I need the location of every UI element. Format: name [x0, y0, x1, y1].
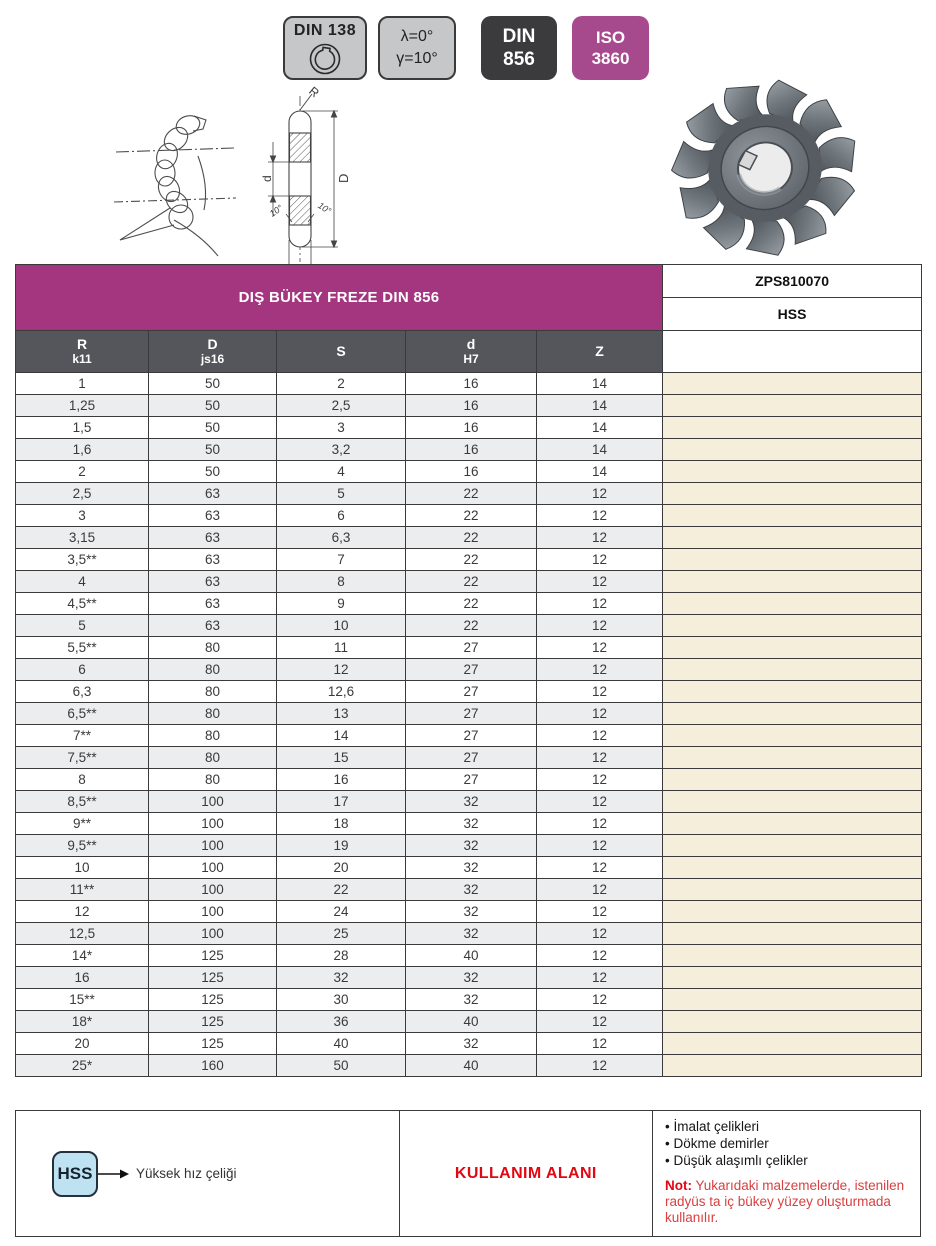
dimension-cell: 28 — [277, 945, 406, 967]
dimension-cell: 12 — [537, 571, 663, 593]
price-cell — [663, 879, 922, 901]
dimension-cell: 6 — [277, 505, 406, 527]
dimension-cell: 32 — [406, 989, 537, 1011]
note-label: Not: — [665, 1178, 692, 1193]
dim-label-d: d — [260, 175, 274, 182]
dimension-cell: 27 — [406, 747, 537, 769]
dimension-cell: 11** — [16, 879, 149, 901]
dimension-cell: 63 — [149, 615, 277, 637]
dimension-cell: 50 — [149, 417, 277, 439]
dimension-cell: 12 — [537, 659, 663, 681]
table-row — [16, 461, 922, 483]
badge-angles — [378, 16, 456, 80]
dimension-cell: 12 — [537, 681, 663, 703]
dimension-cell: 22 — [406, 615, 537, 637]
dimension-cell: 125 — [149, 1011, 277, 1033]
table-title: DIŞ BÜKEY FREZE DIN 856 — [16, 265, 663, 331]
hss-badge: HSS — [52, 1151, 98, 1197]
cutter-tooth — [817, 136, 858, 175]
table-row — [16, 637, 922, 659]
dimension-cell: 20 — [277, 857, 406, 879]
cutter-tooth — [746, 219, 785, 256]
col-header-S-main: S — [336, 342, 346, 359]
badge-din856 — [481, 16, 557, 80]
dimension-cell: 12 — [537, 967, 663, 989]
price-cell — [663, 505, 922, 527]
dimension-cell: 16 — [406, 439, 537, 461]
dimension-cell: 12 — [537, 901, 663, 923]
dimension-cell: 2,5 — [16, 483, 149, 505]
dimension-cell: 1,25 — [16, 395, 149, 417]
lambda-angle-label: λ=0° — [400, 28, 434, 46]
dimension-cell: 10 — [16, 857, 149, 879]
price-cell — [663, 703, 922, 725]
dim-label-D: D — [336, 173, 351, 183]
price-cell — [663, 681, 922, 703]
badge-din138 — [283, 16, 367, 80]
dimension-cell: 12 — [537, 615, 663, 637]
dimension-cell: 3,15 — [16, 527, 149, 549]
col-header-D — [149, 331, 277, 373]
dimension-cell: 100 — [149, 791, 277, 813]
dimension-cell: 16 — [406, 461, 537, 483]
dimension-cell: 12 — [537, 747, 663, 769]
dimension-cell: 14 — [537, 373, 663, 395]
dimension-cell: 1,5 — [16, 417, 149, 439]
dimension-cell: 4 — [16, 571, 149, 593]
badge-iso-line1: ISO — [595, 27, 626, 47]
dimension-cell: 12 — [537, 637, 663, 659]
price-cell — [663, 857, 922, 879]
dimension-cell: 12 — [277, 659, 406, 681]
table-row — [16, 967, 922, 989]
table-row — [16, 945, 922, 967]
price-cell — [663, 527, 922, 549]
dimension-cell: 32 — [277, 967, 406, 989]
table-row — [16, 681, 922, 703]
usage-title: KULLANIM ALANI — [454, 1164, 597, 1182]
price-cell — [663, 989, 922, 1011]
col-header-d-sub: H7 — [463, 351, 479, 366]
table-row — [16, 703, 922, 725]
dimension-cell: 22 — [406, 571, 537, 593]
price-cell — [663, 725, 922, 747]
product-photo — [645, 72, 885, 264]
price-cell — [663, 967, 922, 989]
price-cell — [663, 461, 922, 483]
dimension-cell: 12,6 — [277, 681, 406, 703]
profile-sketch — [108, 98, 243, 260]
dimension-cell: 32 — [406, 901, 537, 923]
dimension-cell: 4 — [277, 461, 406, 483]
dimension-cell: 100 — [149, 879, 277, 901]
table-row — [16, 549, 922, 571]
price-cell — [663, 395, 922, 417]
col-header-D-sub: js16 — [200, 351, 225, 366]
dimension-cell: 12 — [537, 989, 663, 1011]
cutter-tooth — [671, 140, 715, 181]
dimension-cell: 18* — [16, 1011, 149, 1033]
price-cell — [663, 593, 922, 615]
dimension-cell: 50 — [277, 1055, 406, 1077]
dimension-cell: 24 — [277, 901, 406, 923]
table-row — [16, 1033, 922, 1055]
dimension-cell: 25* — [16, 1055, 149, 1077]
col-header-R-sub: k11 — [72, 351, 92, 366]
dimension-cell: 9,5** — [16, 835, 149, 857]
dimension-cell: 15 — [277, 747, 406, 769]
table-body — [16, 373, 922, 1077]
dimension-cell: 100 — [149, 901, 277, 923]
table-row — [16, 901, 922, 923]
dimension-cell: 80 — [149, 725, 277, 747]
dimension-cell: 32 — [406, 813, 537, 835]
dimension-cell: 6,3 — [16, 681, 149, 703]
dimension-cell: 14* — [16, 945, 149, 967]
dimension-cell: 27 — [406, 659, 537, 681]
arrow-right-icon — [98, 1168, 130, 1180]
dimension-cell: 12 — [537, 813, 663, 835]
dimension-cell: 11 — [277, 637, 406, 659]
price-cell — [663, 945, 922, 967]
dimension-cell: 9** — [16, 813, 149, 835]
dimension-cell: 80 — [149, 681, 277, 703]
dimension-cell: 22 — [406, 505, 537, 527]
dimension-cell: 16 — [406, 417, 537, 439]
badge-iso3860 — [572, 16, 649, 80]
table-row — [16, 593, 922, 615]
price-cell — [663, 835, 922, 857]
material-item: • İmalat çelikleri — [665, 1118, 910, 1135]
dimension-cell: 32 — [406, 791, 537, 813]
dimension-cell: 50 — [149, 395, 277, 417]
table-row — [16, 879, 922, 901]
dimension-cell: 5,5** — [16, 637, 149, 659]
dimension-cell: 12 — [537, 593, 663, 615]
table-row — [16, 747, 922, 769]
dimension-cell: 27 — [406, 637, 537, 659]
dimension-cell: 14 — [277, 725, 406, 747]
price-cell — [663, 417, 922, 439]
dimension-cell: 8,5** — [16, 791, 149, 813]
dimension-cell: 40 — [406, 1011, 537, 1033]
dimension-cell: 16 — [406, 373, 537, 395]
dimension-cell: 12 — [16, 901, 149, 923]
product-code: ZPS810070 — [663, 265, 922, 298]
dimension-cell: 12 — [537, 945, 663, 967]
dimension-cell: 25 — [277, 923, 406, 945]
price-cell — [663, 923, 922, 945]
table-row — [16, 923, 922, 945]
dimension-cell: 80 — [149, 747, 277, 769]
table-row — [16, 1055, 922, 1077]
badge-din856-line2: 856 — [503, 48, 535, 70]
dimension-cell: 2 — [16, 461, 149, 483]
price-cell — [663, 615, 922, 637]
dimension-cell: 22 — [406, 549, 537, 571]
dimension-cell: 3,2 — [277, 439, 406, 461]
dimension-cell: 27 — [406, 725, 537, 747]
dimension-cell: 5 — [16, 615, 149, 637]
hss-legend — [16, 1111, 400, 1236]
dimension-cell: 10 — [277, 615, 406, 637]
dimension-cell: 63 — [149, 527, 277, 549]
dimension-cell: 12 — [537, 923, 663, 945]
cross-section-drawing — [240, 80, 366, 276]
table-row — [16, 615, 922, 637]
dimension-cell: 3 — [277, 417, 406, 439]
dimension-cell: 1,6 — [16, 439, 149, 461]
table-row — [16, 417, 922, 439]
table-row — [16, 813, 922, 835]
price-cell — [663, 549, 922, 571]
dimension-cell: 27 — [406, 681, 537, 703]
dimension-cell: 3,5** — [16, 549, 149, 571]
dim-label-angle-right: 10° — [316, 200, 333, 217]
materials-cell — [653, 1111, 920, 1236]
dimension-cell: 63 — [149, 571, 277, 593]
dimension-cell: 8 — [277, 571, 406, 593]
dimension-cell: 12 — [537, 725, 663, 747]
price-cell — [663, 791, 922, 813]
dimension-cell: 125 — [149, 967, 277, 989]
dimension-cell: 2,5 — [277, 395, 406, 417]
dimension-cell: 5 — [277, 483, 406, 505]
dimension-cell: 7,5** — [16, 747, 149, 769]
dimension-cell: 12 — [537, 791, 663, 813]
dimension-cell: 22 — [406, 593, 537, 615]
table-row — [16, 505, 922, 527]
dimension-cell: 63 — [149, 483, 277, 505]
dimension-cell: 27 — [406, 769, 537, 791]
badge-din138-label: DIN 138 — [293, 22, 357, 40]
dimension-cell: 12 — [537, 1055, 663, 1077]
dimension-cell: 30 — [277, 989, 406, 1011]
material-item: • Dökme demirler — [665, 1135, 910, 1152]
dimension-cell: 12 — [537, 769, 663, 791]
table-row — [16, 659, 922, 681]
dimension-cell: 40 — [406, 1055, 537, 1077]
price-cell — [663, 637, 922, 659]
dimension-cell: 100 — [149, 923, 277, 945]
table-row — [16, 571, 922, 593]
dimension-cell: 50 — [149, 461, 277, 483]
dimension-cell: 3 — [16, 505, 149, 527]
spec-table — [15, 264, 922, 1077]
dimension-cell: 8 — [16, 769, 149, 791]
dimension-cell: 80 — [149, 703, 277, 725]
dimension-cell: 40 — [406, 945, 537, 967]
dimension-cell: 2 — [277, 373, 406, 395]
table-row — [16, 439, 922, 461]
price-cell — [663, 483, 922, 505]
dimension-cell: 16 — [277, 769, 406, 791]
hss-description: Yüksek hız çeliği — [136, 1166, 237, 1181]
dimension-cell: 6,3 — [277, 527, 406, 549]
badge-iso-line2: 3860 — [591, 48, 630, 68]
dimension-cell: 14 — [537, 439, 663, 461]
usage-note — [665, 1178, 910, 1226]
material-item: • Düşük alaşımlı çelikler — [665, 1152, 910, 1169]
dimension-cell: 12 — [537, 549, 663, 571]
usage-cell — [400, 1111, 653, 1236]
dimension-cell: 125 — [149, 1033, 277, 1055]
col-header-Z-main: Z — [595, 342, 604, 359]
price-cell — [663, 747, 922, 769]
dimension-cell: 12,5 — [16, 923, 149, 945]
col-header-R — [16, 331, 149, 373]
col-header-D-main: D — [207, 336, 218, 353]
gamma-angle-label: γ=10° — [396, 49, 438, 67]
dimension-cell: 125 — [149, 989, 277, 1011]
dim-label-angle-left: 10° — [267, 202, 285, 219]
col-header-Z — [537, 331, 663, 373]
dimension-cell: 100 — [149, 835, 277, 857]
dimension-cell: 16 — [16, 967, 149, 989]
dimension-cell: 22 — [406, 483, 537, 505]
note-text: Yukarıdaki malzemelerde, istenilen radyüs ta iç bükey yüzey oluşturmada kullanılır. — [665, 1178, 905, 1225]
table-row — [16, 395, 922, 417]
dimension-cell: 18 — [277, 813, 406, 835]
dimension-cell: 63 — [149, 549, 277, 571]
table-row — [16, 483, 922, 505]
materials-list — [665, 1118, 910, 1169]
table-row — [16, 725, 922, 747]
dimension-cell: 13 — [277, 703, 406, 725]
dimension-cell: 27 — [406, 703, 537, 725]
price-cell — [663, 659, 922, 681]
dimension-cell: 4,5** — [16, 593, 149, 615]
dimension-cell: 32 — [406, 835, 537, 857]
col-header-S — [277, 331, 406, 373]
col-header-d — [406, 331, 537, 373]
dimension-cell: 6,5** — [16, 703, 149, 725]
price-cell — [663, 439, 922, 461]
dimension-cell: 12 — [537, 527, 663, 549]
dimension-cell: 16 — [406, 395, 537, 417]
dimension-cell: 14 — [537, 395, 663, 417]
dimension-cell: 12 — [537, 1033, 663, 1055]
dimension-cell: 1 — [16, 373, 149, 395]
dimension-cell: 12 — [537, 1011, 663, 1033]
table-row — [16, 857, 922, 879]
dimension-cell: 32 — [406, 923, 537, 945]
material-label: HSS — [663, 298, 922, 331]
dimension-cell: 9 — [277, 593, 406, 615]
dimension-cell: 32 — [406, 967, 537, 989]
price-cell — [663, 1033, 922, 1055]
price-cell — [663, 1011, 922, 1033]
dimension-cell: 80 — [149, 769, 277, 791]
dimension-cell: 20 — [16, 1033, 149, 1055]
price-cell — [663, 901, 922, 923]
dimension-cell: 50 — [149, 373, 277, 395]
dimension-cell: 19 — [277, 835, 406, 857]
table-row — [16, 989, 922, 1011]
price-cell — [663, 769, 922, 791]
table-row — [16, 373, 922, 395]
dimension-cell: 63 — [149, 593, 277, 615]
milling-cutter-graphic — [653, 72, 878, 264]
badge-din856-line1: DIN — [502, 25, 536, 47]
dimension-cell: 17 — [277, 791, 406, 813]
dimension-cell: 40 — [277, 1033, 406, 1055]
dimension-cell: 50 — [149, 439, 277, 461]
dimension-cell: 12 — [537, 879, 663, 901]
dimension-cell: 12 — [537, 857, 663, 879]
col-header-d-main: d — [466, 336, 476, 353]
col-header-R-main: R — [76, 336, 88, 353]
dimension-cell: 12 — [537, 505, 663, 527]
price-cell — [663, 1055, 922, 1077]
price-cell — [663, 813, 922, 835]
table-row — [16, 769, 922, 791]
dimension-cell: 22 — [406, 527, 537, 549]
footer — [15, 1110, 921, 1237]
dimension-cell: 80 — [149, 659, 277, 681]
dimension-cell: 80 — [149, 637, 277, 659]
price-cell — [663, 373, 922, 395]
dimension-cell: 125 — [149, 945, 277, 967]
dimension-cell: 32 — [406, 857, 537, 879]
dimension-cell: 12 — [537, 703, 663, 725]
dimension-cell: 36 — [277, 1011, 406, 1033]
price-header: FİYAT EUR — [663, 331, 922, 373]
price-cell — [663, 571, 922, 593]
dimension-cell: 6 — [16, 659, 149, 681]
dimension-cell: 32 — [406, 1033, 537, 1055]
dimension-cell: 22 — [277, 879, 406, 901]
dimension-cell: 7** — [16, 725, 149, 747]
bore-keyway-icon — [306, 41, 344, 77]
dimension-cell: 100 — [149, 813, 277, 835]
dimension-cell: 7 — [277, 549, 406, 571]
dimension-cell: 100 — [149, 857, 277, 879]
dimension-cell: 15** — [16, 989, 149, 1011]
dimension-cell: 12 — [537, 483, 663, 505]
dimension-cell: 160 — [149, 1055, 277, 1077]
dimension-cell: 14 — [537, 417, 663, 439]
dimension-cell: 63 — [149, 505, 277, 527]
table-row — [16, 527, 922, 549]
dimension-cell: 32 — [406, 879, 537, 901]
table-row — [16, 1011, 922, 1033]
dimension-cell: 12 — [537, 835, 663, 857]
dimension-cell: 14 — [537, 461, 663, 483]
dim-label-r: R — [306, 83, 322, 101]
table-row — [16, 835, 922, 857]
table-row — [16, 791, 922, 813]
